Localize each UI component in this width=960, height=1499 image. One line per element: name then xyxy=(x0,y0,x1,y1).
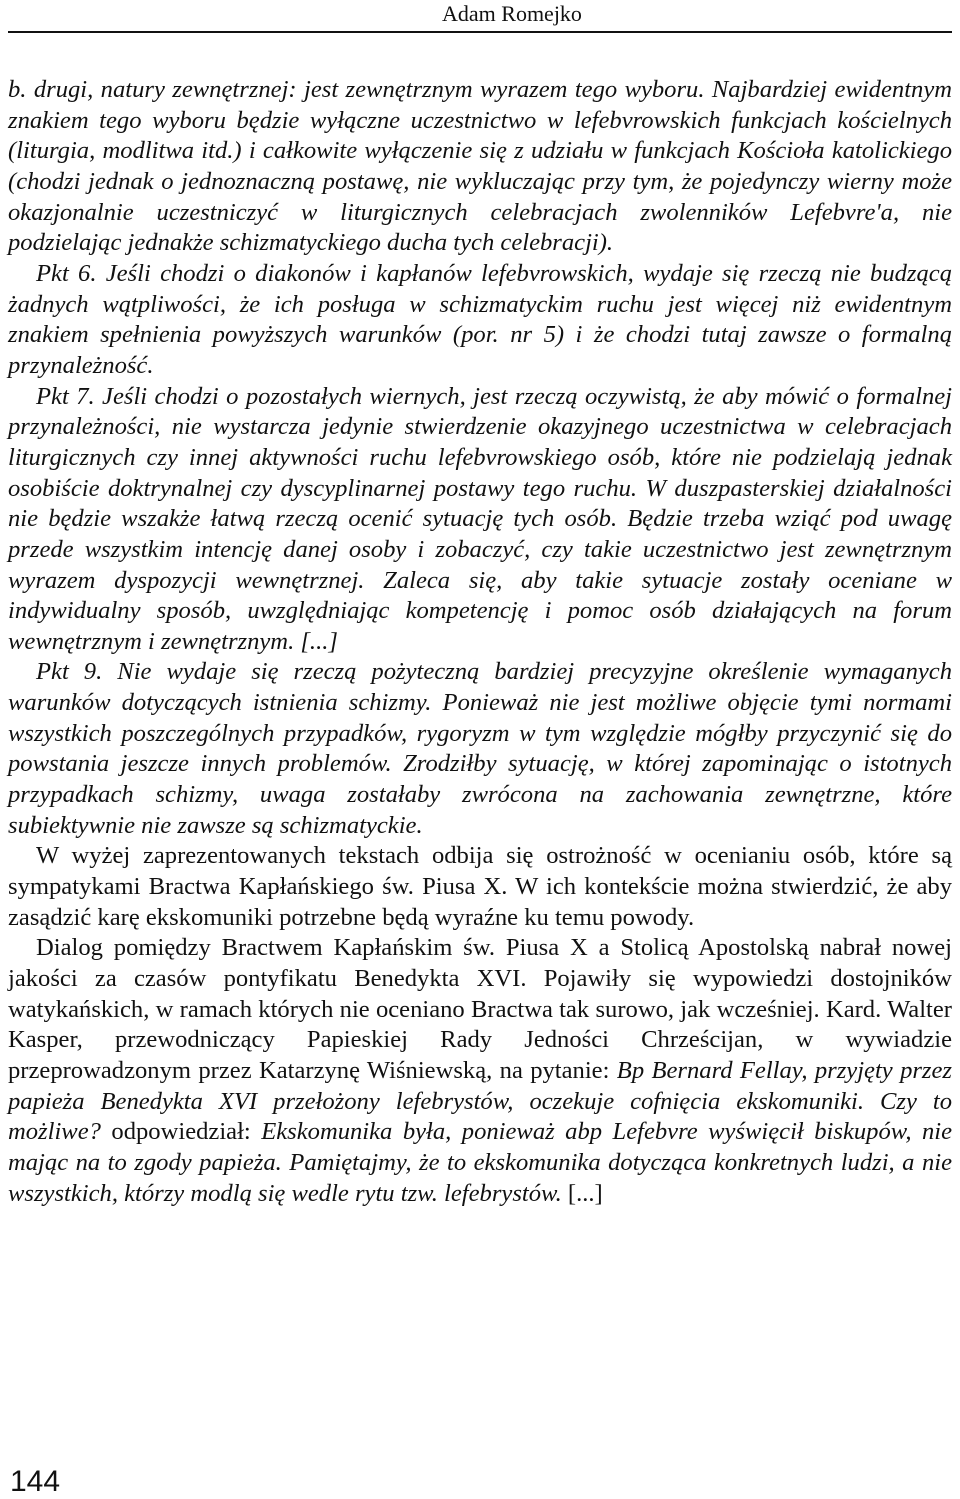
quote-paragraph-pkt9: Pkt 9. Nie wydaje się rzeczą pożyteczną bardziej precyzyjne określenie wymaganych warunków dotyczących istnienia schizmy. Ponieważ nie jest możliwe objęcie tymi normami wszystkich poszczególnych przypadków, rygoryzm w tym względzie mógłby przyczynić się do powstania jeszcze innych problemów. Zrodziłby sytuację, w której zapominając o istotnych przypadkach schizmy, uwaga zostałaby zwrócona na zachowania zewnętrzne, które subiektywnie nie zawsze są schizmatyckie. xyxy=(8,658,952,839)
quote-paragraph-pkt7: Pkt 7. Jeśli chodzi o pozostałych wiernych, jest rzeczą oczywistą, że aby mówić o formalnej przynależności, nie wystarcza jedynie stwierdzenie okazyjnego uczestnictwa w celebracjach liturgicznych czy innej aktywności ruchu lefebvrowskiego osób, które nie podzielają jednak osobiście doktrynalnej czy dyscyplinarnej postawy tego ruchu. W duszpasterskiej działalności nie będzie wszakże łatwą rzeczą ocenić sytuację tych osób. Będzie trzeba wziąć pod uwagę przede wszystkim intencję danej osoby i zobaczyć, czy takie uczestnictwo jest zewnętrznym wyrazem dyspozycji wewnętrznej. Zaleca się, aby takie sytuacje zostały oceniane w indywidualny sposób, uwzględniając kompetencję i pomoc osób działających na forum wewnętrznym i zewnętrznym. [...] xyxy=(8,382,952,655)
para2-text-a: Dialog pomiędzy Bractwem Kapłańskim św. Piusa X a Stolicą Apostolską nabrał nowej jakości za czasów pontyfikatu Benedykta XVI. Pojawiły się wypowiedzi dostojników watykańskich, w ramach których nie oceniano Bractwa tak surowo, jak wcześniej. Kard. Walter Kasper, przewodniczący Papieskiej Rady Jedności Chrześcijan, w wywiadzie przeprowadzonym przez Katarzynę Wiśniewską, na pytanie: xyxy=(8,934,952,1084)
page-body xyxy=(8,75,952,1209)
para2-question: Bp Bernard Fellay, przyjęty przez papieża Benedykta XVI przełożony lefebrystów, oczekuje cofnięcia ekskomuniki. Czy to możliwe? xyxy=(8,1057,952,1146)
para2-ellipsis: [...] xyxy=(567,1179,603,1207)
para2-answer: Ekskomunika była, ponieważ abp Lefebvre wyświęcił biskupów, nie mając na to zgody papieża. Pamiętajmy, że to ekskomunika dotycząca konkretnych ludzi, a nie wszystkich, którzy modlą się wedle rytu tzw. lefebrystów. xyxy=(8,1118,952,1207)
page-number: 144 xyxy=(10,1465,61,1498)
running-head-author: Adam Romejko xyxy=(442,1,582,26)
quote-paragraph-pkt6: Pkt 6. Jeśli chodzi o diakonów i kapłanów lefebvrowskich, wydaje się rzeczą nie budzącą żadnych wątpliwości, że ich posługa w schizmatyckim ruchu jest więcej niż ewidentnym znakiem spełnienia powyższych warunków (por. nr 5) i że chodzi tutaj zawsze o formalną przynależność. xyxy=(8,259,952,379)
body-paragraph-1: W wyżej zaprezentowanych tekstach odbija się ostrożność w ocenianiu osób, które są sympatykami Bractwa Kapłańskiego św. Piusa X. W ich kontekście można stwierdzić, że aby zasądzić karę ekskomuniki potrzebne będą wyraźne ku temu powody. xyxy=(8,842,952,931)
quote-paragraph-b: b. drugi, natury zewnętrznej: jest zewnętrznym wyrazem tego wyboru. Najbardziej ewidentnym znakiem tego wyboru będzie wyłączne uczestnictwo w lefebvrowskich funkcjach kościelnych (liturgia, modlitwa itd.) i całkowite wyłączenie się z udziału w funkcjach Kościoła katolickiego (chodzi jednak o jednoznaczną postawę, nie wykluczając przy tym, że pojedynczy wierny może okazjonalnie uczestniczyć w liturgicznych celebracjach zwolenników Lefebvre'a, nie podzielając jednakże schizmatyckiego ducha tych celebracji). xyxy=(8,76,952,257)
para2-text-b: odpowiedział: xyxy=(111,1118,251,1146)
body-paragraph-2 xyxy=(8,933,952,1209)
header-rule xyxy=(8,31,952,33)
running-header xyxy=(0,0,960,24)
